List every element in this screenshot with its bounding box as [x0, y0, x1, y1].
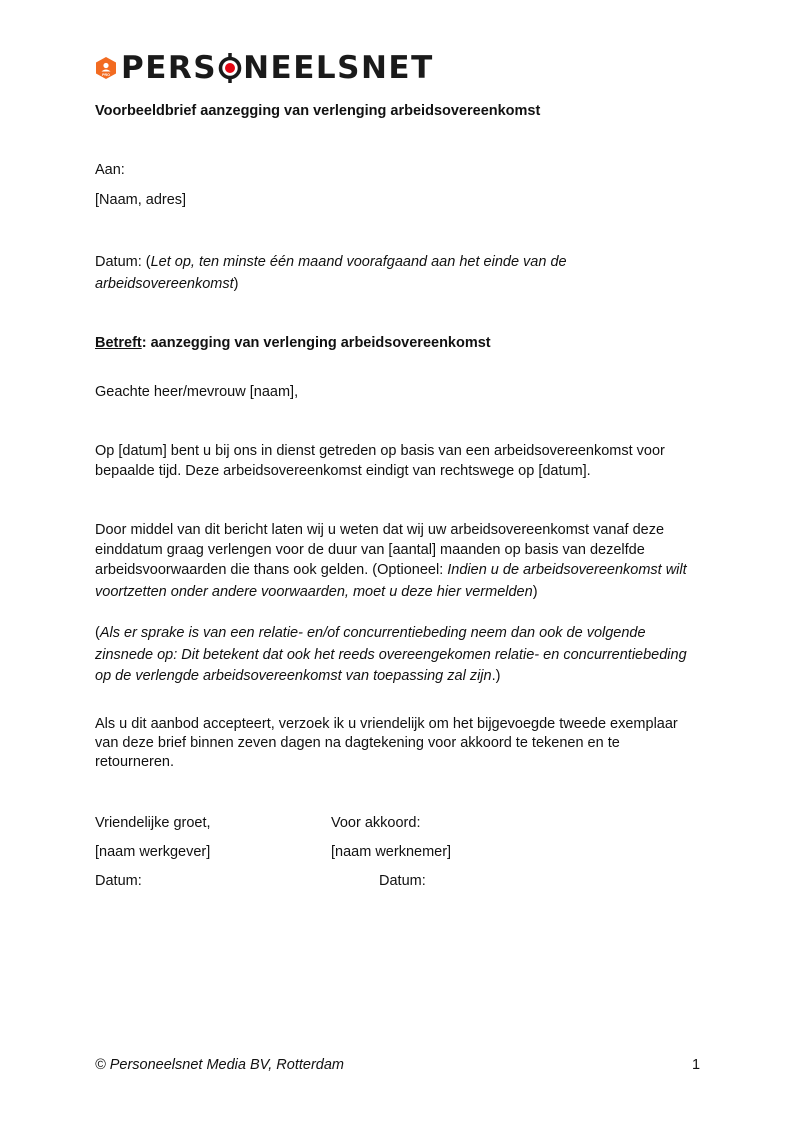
paragraph-2-line-1: Door middel van dit bericht laten wij u weten dat wij uw arbeidsovereenkomst vanaf deze: [95, 522, 665, 538]
paragraph-2-line-4-italic: voortzetten onder andere voorwaarden, moet u deze hier vermelden: [95, 584, 533, 600]
logo-wordmark: [121, 50, 434, 86]
paragraph-4-line-3: retourneren.: [95, 754, 174, 770]
subject-line: [95, 335, 491, 351]
paragraph-4-line-1: Als u dit aanbod accepteert, verzoek ik u vriendelijk om het bijgevoegde tweede exemplaar: [95, 716, 678, 732]
pro-badge-icon: [95, 56, 117, 80]
subject-label: Betreft: [95, 335, 142, 351]
personeelsnet-logo: [95, 50, 434, 86]
date-close: ): [233, 276, 239, 292]
pro-badge-text: PRO: [102, 73, 110, 77]
to-value: [Naam, adres]: [95, 192, 187, 208]
signature-right-date: Datum:: [379, 873, 426, 889]
logo-text-end: NEELSNET: [243, 50, 434, 86]
signature-left-date: Datum:: [95, 873, 142, 889]
paragraph-2-line-2: einddatum graag verlengen voor de duur van [aantal] maanden op basis van dezelfde: [95, 542, 645, 558]
paragraph-1-line-1: Op [datum] bent u bij ons in dienst getreden op basis van een arbeidsovereenkomst voor: [95, 443, 665, 459]
subject-text: : aanzegging van verlenging arbeidsovereenkomst: [141, 335, 491, 351]
paragraph-3-line-3: [95, 668, 500, 684]
paragraph-2-line-3: [95, 562, 687, 578]
logo-target-icon: [218, 53, 242, 83]
document-title: Voorbeeldbrief aanzegging van verlenging arbeidsovereenkomst: [95, 103, 541, 119]
paragraph-3-close: .): [491, 668, 501, 684]
signature-left-greeting: Vriendelijke groet,: [95, 815, 211, 831]
paragraph-3-line-2: zinsnede op: Dit betekent dat ook het reeds overeengekomen relatie- en concurrentiebeding: [95, 647, 687, 663]
paragraph-3-open: (: [95, 625, 100, 641]
signature-right-greeting: Voor akkoord:: [331, 815, 421, 831]
logo-text-start: PERS: [121, 50, 218, 86]
to-label: Aan:: [95, 162, 125, 178]
paragraph-2-line-4: [95, 584, 538, 600]
paragraph-3-line-1: [95, 625, 646, 641]
paragraph-4-line-2: van deze brief binnen zeven dagen na dagtekening voor akkoord te tekenen en te: [95, 735, 620, 751]
paragraph-1-line-2: bepaalde tijd. Deze arbeidsovereenkomst eindigt van rechtswege op [datum].: [95, 463, 591, 479]
paragraph-2-line-3-normal: arbeidsvoorwaarden die thans ook gelden. (Optioneel:: [95, 562, 448, 578]
salutation: Geachte heer/mevrouw [naam],: [95, 384, 299, 400]
paragraph-3-line-1-italic: Als er sprake is van een relatie- en/of concurrentiebeding neem dan ook de volgende: [99, 625, 646, 641]
page-number: 1: [692, 1057, 701, 1073]
date-note-1: Let op, ten minste één maand voorafgaand aan het einde van de: [150, 254, 567, 270]
date-line-2: [95, 276, 238, 292]
footer-copyright: © Personeelsnet Media BV, Rotterdam: [95, 1057, 344, 1073]
date-line: [95, 254, 567, 270]
signature-left-name: [naam werkgever]: [95, 844, 211, 860]
paragraph-2-line-4-close: ): [532, 584, 538, 600]
date-note-2: arbeidsovereenkomst: [95, 276, 234, 292]
signature-right-name: [naam werknemer]: [331, 844, 452, 860]
paragraph-3-line-3-italic: op de verlengde arbeidsovereenkomst van toepassing zal zijn: [95, 668, 492, 684]
paragraph-2-line-3-italic: Indien u de arbeidsovereenkomst wilt: [447, 562, 687, 578]
date-label: Datum: (: [95, 254, 151, 270]
